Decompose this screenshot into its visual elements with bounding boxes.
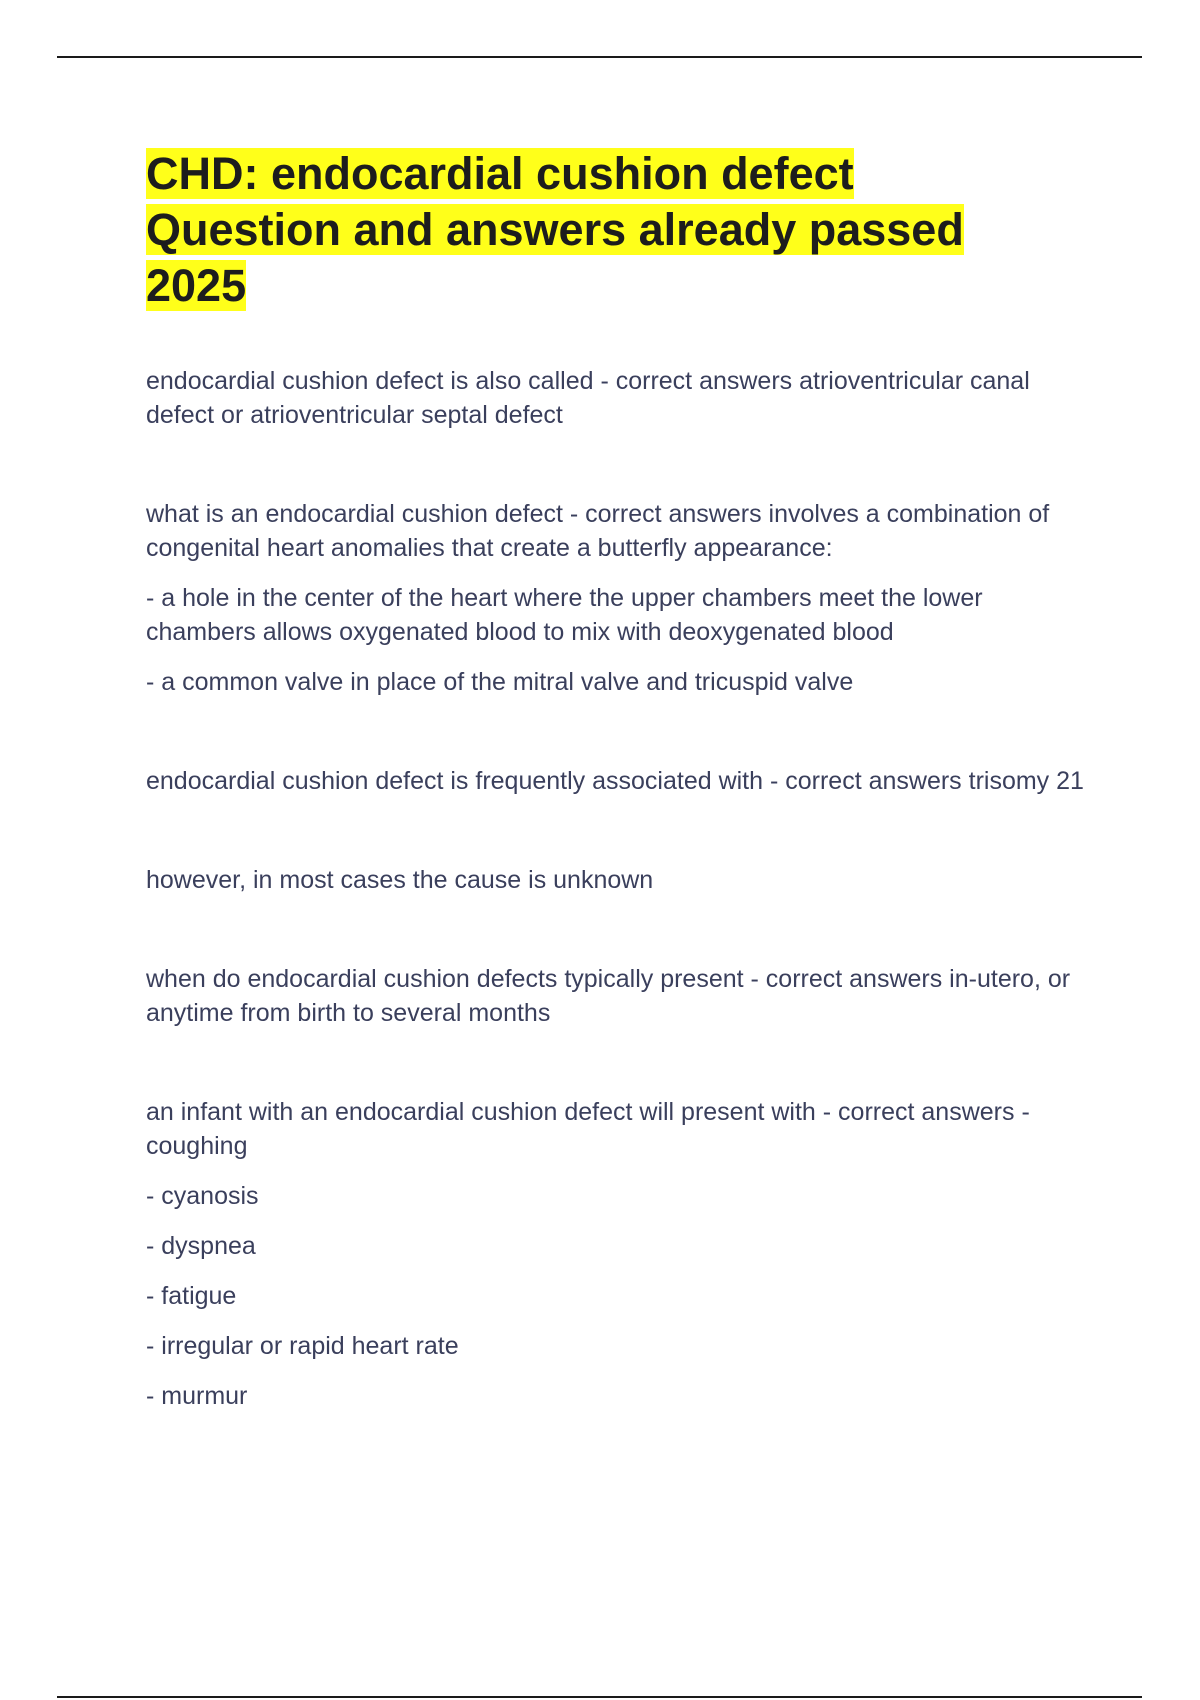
qa-paragraph: when do endocardial cushion defects typically present - correct answers in-utero, or anytime from birth to several months <box>146 965 1071 1027</box>
qa-block-also-called <box>146 364 1096 432</box>
qa-list-item: - a common valve in place of the mitral valve and tricuspid valve <box>146 668 854 696</box>
title-line-2: Question and answers already passed <box>146 204 964 255</box>
qa-block-presentation-timing <box>146 962 1096 1030</box>
qa-paragraph: what is an endocardial cushion defect - correct answers involves a combination of congenital heart anomalies that create a butterfly appearance: <box>146 500 1050 562</box>
document-body <box>146 146 1096 1413</box>
document-title <box>146 146 1096 314</box>
qa-list-item: - murmur <box>146 1382 248 1410</box>
top-rule <box>57 56 1142 58</box>
bottom-rule <box>57 1696 1142 1698</box>
qa-block-definition <box>146 497 1096 699</box>
qa-paragraph: endocardial cushion defect is frequently associated with - correct answers trisomy 21 <box>146 767 1084 795</box>
qa-paragraph: however, in most cases the cause is unknown <box>146 866 654 894</box>
qa-block-cause <box>146 863 1096 897</box>
qa-paragraph: endocardial cushion defect is also called - correct answers atrioventricular canal defect or atrioventricular septal defect <box>146 367 1030 429</box>
qa-block-association <box>146 764 1096 798</box>
qa-block-symptoms <box>146 1095 1096 1413</box>
qa-list-item: - cyanosis <box>146 1182 259 1210</box>
title-line-1: CHD: endocardial cushion defect <box>146 148 854 199</box>
qa-list-item: - irregular or rapid heart rate <box>146 1332 459 1360</box>
qa-paragraph: an infant with an endocardial cushion defect will present with - correct answers - coughing <box>146 1098 1030 1160</box>
qa-list-item: - fatigue <box>146 1282 237 1310</box>
qa-list-item: - a hole in the center of the heart where the upper chambers meet the lower chambers allows oxygenated blood to mix with deoxygenated blood <box>146 584 983 646</box>
qa-list-item: - dyspnea <box>146 1232 256 1260</box>
title-line-3: 2025 <box>146 260 247 311</box>
